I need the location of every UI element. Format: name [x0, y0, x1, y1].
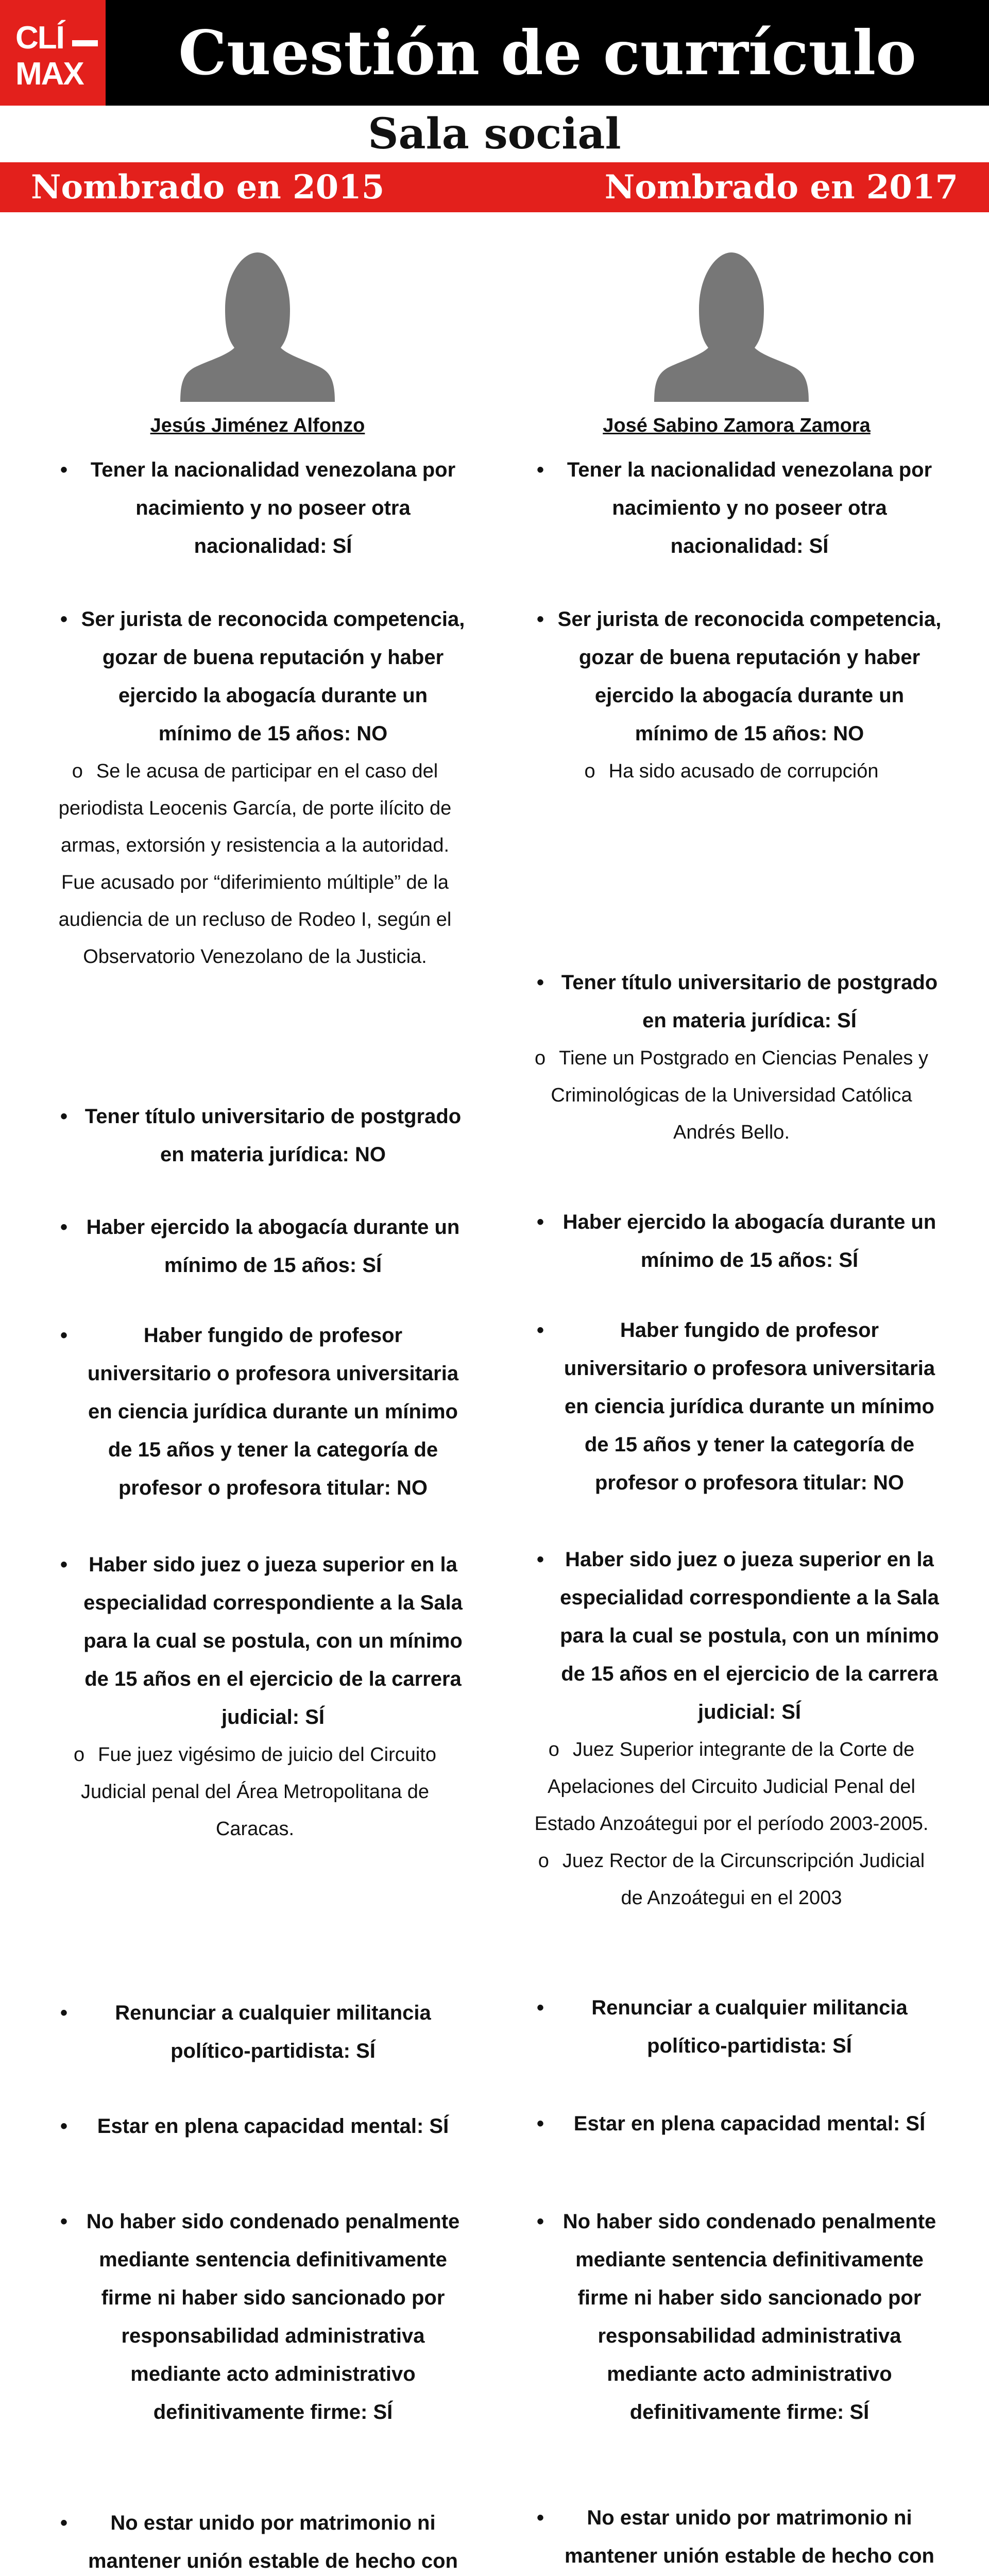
bullet-marker: •	[537, 459, 544, 481]
requirement-item	[520, 963, 943, 1151]
requirement-text: Tener la nacionalidad venezolana por nacimiento y no poseer otra nacionalidad: SÍ	[567, 459, 932, 557]
page-title: Cuestión de currículo	[178, 17, 916, 89]
requirement-text: Ser jurista de reconocida competencia, gozar de buena reputación y haber ejercido la abogacía durante un mínimo de 15 años: NO	[81, 608, 465, 745]
requirement-item	[44, 1316, 466, 1507]
requirement-text: No haber sido condenado penalmente mediante sentencia definitivamente firme ni haber sido sancionado por responsabilidad administrativa mediante acto administrativo definitivamente firme: SÍ	[562, 2210, 936, 2424]
header-bar	[0, 0, 989, 106]
requirement-item	[44, 2107, 466, 2145]
note-text: Ha sido acusado de corrupción	[608, 760, 879, 782]
requirement-item	[520, 2202, 943, 2431]
avatar-left-icon	[178, 247, 337, 402]
note-text: Fue juez vigésimo de juicio del Circuito Judicial penal del Área Metropolitana de Caracas.	[81, 1744, 436, 1840]
requirement-note	[44, 753, 466, 975]
requirement-item	[44, 451, 466, 565]
requirement-item	[520, 1989, 943, 2065]
requirement-notes	[520, 1040, 943, 1151]
requirement-item	[520, 2499, 943, 2576]
requirement-item	[520, 1540, 943, 1917]
logo-bottom-text: MAX	[15, 56, 83, 92]
sub-bullet-marker: o	[74, 1744, 85, 1766]
bullet-marker: •	[60, 1553, 68, 1576]
requirement-note	[520, 1842, 943, 1917]
sub-bullet-marker: o	[548, 1739, 559, 1760]
bullet-marker: •	[60, 1105, 68, 1128]
bullet-marker: •	[60, 608, 68, 631]
bullet-marker: •	[60, 2210, 68, 2233]
requirement-text: Haber sido juez o jueza superior en la especialidad correspondiente a la Sala para la cual se postula, con un mínimo de 15 años en el ejercicio de la carrera judicial: SÍ	[560, 1548, 939, 1723]
requirement-notes	[520, 753, 943, 790]
requirement-item	[520, 2105, 943, 2143]
logo-top-text: CLÍ	[15, 20, 64, 56]
requirement-item	[520, 1203, 943, 1279]
requirement-text: Renunciar a cualquier militancia político-partidista: SÍ	[591, 1996, 908, 2057]
requirement-note	[520, 753, 943, 790]
climax-logo	[0, 0, 106, 106]
requirement-notes	[520, 1731, 943, 1917]
requirement-notes	[44, 753, 466, 975]
bullet-marker: •	[537, 2210, 544, 2233]
requirement-text: Estar en plena capacidad mental: SÍ	[573, 2112, 926, 2135]
left-candidate-name: Jesús Jiménez Alfonzo	[150, 415, 365, 436]
bullet-marker: •	[60, 2115, 68, 2138]
bullet-marker: •	[537, 1548, 544, 1571]
requirement-text: Haber ejercido la abogacía durante un mínimo de 15 años: SÍ	[86, 1216, 460, 1277]
requirement-item	[44, 2504, 466, 2576]
sub-bullet-marker: o	[538, 1850, 549, 1872]
requirement-item	[44, 1097, 466, 1174]
note-text: Juez Rector de la Circunscripción Judicial de Anzoátegui en el 2003	[562, 1850, 925, 1909]
requirement-item	[520, 451, 943, 565]
bullet-marker: •	[537, 1996, 544, 2019]
note-text: Tiene un Postgrado en Ciencias Penales y Criminológicas de la Universidad Católica Andrés Bello.	[551, 1047, 928, 1143]
sub-bullet-marker: o	[584, 760, 595, 782]
avatar-right-icon	[652, 247, 811, 402]
requirement-note	[44, 1736, 466, 1848]
sub-bullet-marker: o	[72, 760, 83, 782]
page-subtitle: Sala social	[368, 109, 621, 159]
bullet-marker: •	[60, 459, 68, 481]
requirement-text: Tener título universitario de postgrado en materia jurídica: NO	[84, 1105, 462, 1166]
requirement-text: Tener la nacionalidad venezolana por nacimiento y no poseer otra nacionalidad: SÍ	[90, 459, 456, 557]
requirement-item	[44, 1994, 466, 2070]
bullet-marker: •	[537, 2112, 544, 2135]
requirement-text: Haber fungido de profesor universitario o profesora universitaria en ciencia jurídica durante un mínimo de 15 años y tener la categoría de profesor o profesora titular: NO	[564, 1319, 935, 1494]
requirement-text: No estar unido por matrimonio ni mantener unión estable de hecho con	[88, 2512, 458, 2572]
requirement-text: Tener título universitario de postgrado en materia jurídica: SÍ	[561, 971, 938, 1032]
requirement-item	[520, 1311, 943, 1502]
requirement-text: No haber sido condenado penalmente mediante sentencia definitivamente firme ni haber sido sancionado por responsabilidad administrativa mediante acto administrativo definitivamente firme: SÍ	[86, 2210, 460, 2424]
note-text: Se le acusa de participar en el caso del periodista Leocenis García, de porte ilícito de armas, extorsión y resistencia a la autoridad. Fue acusado por “diferimiento múltiple” de la audiencia de un recluso de Rodeo I, según el Observatorio Venezolano de la Justicia.	[58, 760, 452, 968]
bullet-marker: •	[537, 971, 544, 994]
requirement-text: Ser jurista de reconocida competencia, gozar de buena reputación y haber ejercido la abogacía durante un mínimo de 15 años: NO	[557, 608, 942, 745]
requirement-text: Renunciar a cualquier militancia político-partidista: SÍ	[115, 2002, 431, 2062]
bullet-marker: •	[537, 1211, 544, 1233]
bullet-marker: •	[537, 1319, 544, 1342]
bullet-marker: •	[537, 2506, 544, 2529]
requirement-item	[44, 2202, 466, 2431]
requirement-text: Estar en plena capacidad mental: SÍ	[97, 2115, 449, 2138]
requirement-text: Haber sido juez o jueza superior en la especialidad correspondiente a la Sala para la cual se postula, con un mínimo de 15 años en el ejercicio de la carrera judicial: SÍ	[83, 1553, 463, 1728]
requirement-text: Haber ejercido la abogacía durante un mínimo de 15 años: SÍ	[562, 1211, 936, 1272]
requirement-item	[44, 1546, 466, 1848]
requirement-item	[44, 600, 466, 975]
note-text: Juez Superior integrante de la Corte de Apelaciones del Circuito Judicial Penal del Estado Anzoátegui por el período 2003-2005.	[534, 1739, 929, 1835]
requirement-item	[520, 600, 943, 790]
sub-bullet-marker: o	[535, 1047, 546, 1069]
bullet-marker: •	[60, 2002, 68, 2024]
bullet-marker: •	[60, 2512, 68, 2534]
left-year-label: Nombrado en 2015	[31, 168, 385, 207]
bullet-marker: •	[60, 1216, 68, 1239]
requirement-item	[44, 1208, 466, 1284]
right-year-label: Nombrado en 2017	[604, 168, 958, 207]
logo-dash	[72, 40, 98, 46]
requirement-note	[520, 1731, 943, 1842]
right-candidate-name: José Sabino Zamora Zamora	[603, 415, 871, 436]
bullet-marker: •	[60, 1324, 68, 1347]
requirement-text: Haber fungido de profesor universitario o profesora universitaria en ciencia jurídica durante un mínimo de 15 años y tener la categoría de profesor o profesora titular: NO	[87, 1324, 459, 1499]
year-banner	[0, 162, 989, 212]
requirement-text: No estar unido por matrimonio ni mantener unión estable de hecho con	[565, 2506, 934, 2567]
bullet-marker: •	[537, 608, 544, 631]
requirement-note	[520, 1040, 943, 1151]
requirement-notes	[44, 1736, 466, 1848]
